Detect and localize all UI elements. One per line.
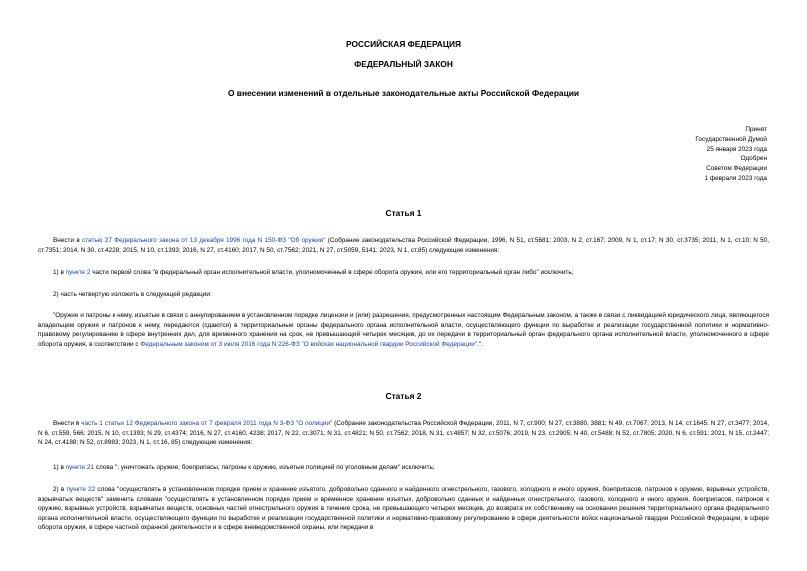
- country-title: РОССИЙСКАЯ ФЕДЕРАЦИЯ: [345, 39, 462, 49]
- adoption-line-5: Советом Федерации: [706, 165, 767, 173]
- law-150fz-link[interactable]: статью 27 Федерального закона от 13 декабря 1996 года N 150-ФЗ "Об оружии": [82, 237, 326, 244]
- article-1-intro: [38, 236, 769, 255]
- article-2-intro-prefix: Внести в: [53, 420, 82, 427]
- article-2-intro-suffix: (Собрание законодательства Российской Федерации, 2011, N 7, ст.900; N 27, ст.3880, 3881; N 49, ст.7067; 2013, N 14, ст.1645; N 27, ст.3477; 2014, N 6, ст.559, 566; 2015, N 10, ст.1393; N 29, ст.4374; 2016, N 27, ст.4160, 4238; 2017, N 22, ст.3071; N 31, ст.4821; N 50, ст.7562; 2018, N 31, ст.4857; N 32, ст.5076; 2019, N 23, ст.2905; N 40, ст.5488; N 52, ст.7805; 2020, N 6, ст.591; 2021, N 15, ст.2447; N 24, ст.4188; N 52, ст.8983; 2023, N 1, ст.16, 85) следующие изменения:: [38, 420, 769, 447]
- article-1-intro-suffix: (Собрание законодательства Российской Федерации, 1996, N 51, ст.5681; 2003, N 2, ст.167; 2009, N 1, ст.17; N 30, ст.3735; 2011, N 1, ст.10; N 50, ст.7351; 2014, N 30, ст.4228; 2015, N 10, ст.1393; 2016, N 27, ст.4160; 2017, N 50, ст.7562; 2021, N 27, ст.5059, 5141; 2023, N 1, ст.85) следующие изменения:: [38, 237, 769, 254]
- article-2-item-1-suffix: слова "; уничтожать оружие, боеприпасы, патроны к оружию, изъятые полицией по уголовным делам" исключить;: [94, 464, 435, 471]
- adoption-line-6: 1 февраля 2023 года: [704, 174, 767, 182]
- article-1-heading: Статья 1: [385, 208, 422, 218]
- article-1-item-1-prefix: 1) в: [53, 269, 66, 276]
- law-226fz-link[interactable]: Федеральным законом от 3 июля 2016 года N 226-ФЗ "О войсках национальной гвардии Российской Федерации": [140, 340, 478, 348]
- article-2-heading: Статья 2: [385, 391, 422, 401]
- adoption-line-1: Принят: [745, 126, 767, 133]
- article-2-item-1: [38, 463, 769, 473]
- article-1-intro-prefix: Внести в: [53, 237, 82, 244]
- law-3fz-link[interactable]: часть 1 статьи 12 Федерального закона от 7 февраля 2011 года N 3-ФЗ "О полиции": [81, 420, 333, 427]
- article-1-item-2: 2) часть четвертую изложить в следующей редакции:: [53, 291, 212, 298]
- law-title: О внесении изменений в отдельные законодательные акты Российской Федерации: [227, 88, 580, 98]
- article-2-item-2: [38, 485, 769, 533]
- adoption-block: [695, 125, 767, 184]
- adoption-line-3: 25 января 2023 года: [706, 145, 767, 153]
- punkt-2-link[interactable]: пункте 2: [65, 269, 91, 276]
- article-1-item-1-suffix: части первой слова "в федеральный орган исполнительной власти, уполномоченный в сфере оборота оружия, или его территориальный орган либо" исключить;: [90, 269, 574, 276]
- article-2-item-1-prefix: 1) в: [53, 464, 66, 471]
- adoption-line-4: Одобрен: [740, 155, 767, 163]
- article-2-intro: [38, 419, 769, 448]
- punkt-22-link[interactable]: пункте 22: [66, 486, 96, 493]
- article-1-quote: [38, 311, 769, 349]
- article-2-item-2-suffix: слова "осуществлять в установленном порядке прием и хранение изъятого, добровольно сданного и найденного огнестрельного, газового, холодного и иного оружия, боеприпасов, патронов к оружию, взрывных устройств, взрывчатых веществ" заменить словами "осуществлять в установленном порядке прием и временное хранение изъятых, добровольно сданных и найденных огнестрельного, газового, холодного и иного оружия, боеприпасов, патронов к оружию, взрывных устройств, взрывчатых веществ, основных частей огнестрельного оружия в течение срока, не превышающего четырех месяцев, до возврата их собственнику на основании решения территориального органа федерального органа исполнительной власти, осуществляющего функции по выработке и реализации государственной политики и нормативно-правовому регулированию в сфере деятельности войск национальной гвардии Российской Федерации, в сфере оборота оружия, в сфере частной охранной деятельности и в сфере вневедомственной охраны, или передачи в: [38, 486, 769, 532]
- punkt-21-link[interactable]: пункте 21: [65, 464, 94, 471]
- adoption-line-2: Государственной Думой: [695, 135, 767, 143]
- document-type: ФЕДЕРАЛЬНЫЙ ЗАКОН: [354, 59, 453, 69]
- article-1-quote-text: "Оружие и патроны к нему, изъятые в связи с аннулированием в установленном порядке лицензии и (или) разрешения, предусмотренных настоящим Федеральным законом, а также в связи с ликвидацией юридического лица, являющегося владельцем оружия и патронов к нему, передаются (сдаются) в территориальные органы федерального органа исполнительной власти, осуществляющего функции по выработке и реализации государственной политики и нормативно-правовому регулированию в сфере внутренних дел, для временного хранения на срок, не превышающий четырех месяцев, до их передачи в территориальный орган федерального органа исполнительной власти, уполномоченного в сфере оборота оружия, в соответствии с: [38, 312, 769, 348]
- article-1-quote-end: .".: [477, 340, 483, 348]
- article-1-item-1: [38, 268, 769, 278]
- article-2-item-2-prefix: 2) в: [53, 486, 67, 493]
